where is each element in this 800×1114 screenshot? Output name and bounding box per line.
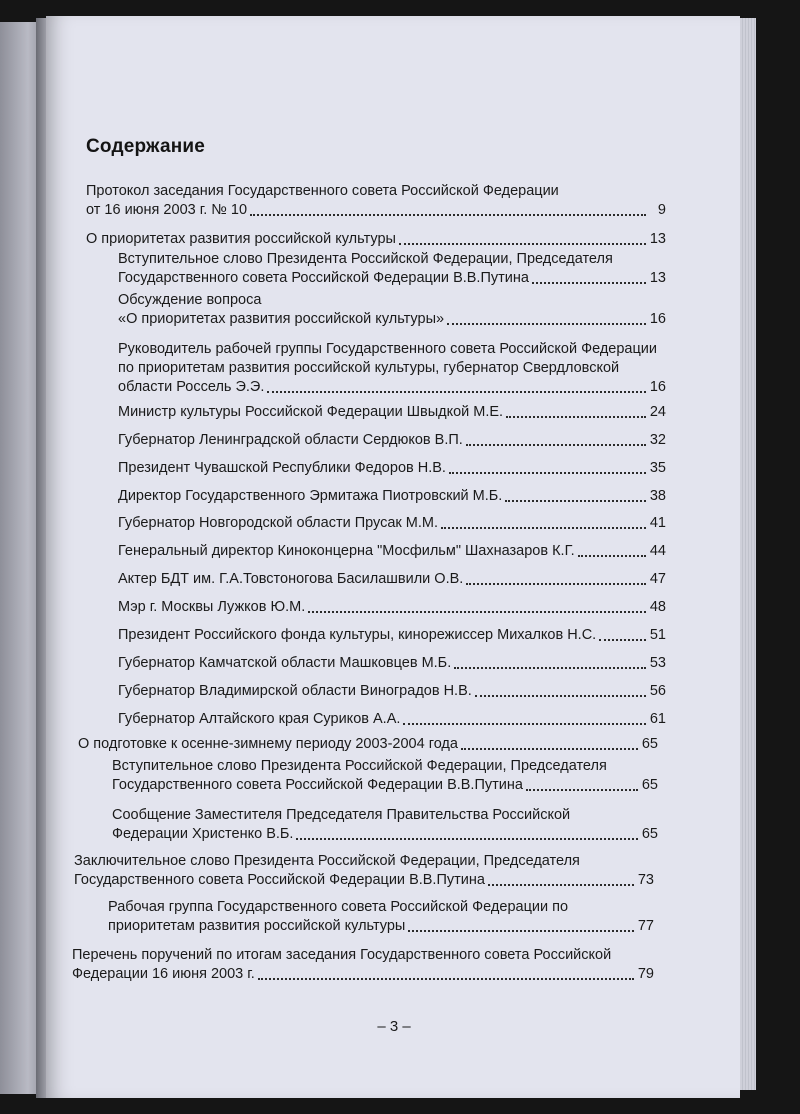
toc-entry: [78, 735, 658, 754]
entry-text: Государственного совета Российской Федерации В.В.Путина: [118, 270, 529, 286]
toc-entry: [118, 340, 666, 397]
entry-line1: Протокол заседания Государственного совета Российской Федерации: [86, 183, 559, 199]
entry-text: Мэр г. Москвы Лужков Ю.М.: [118, 599, 306, 615]
entry-line1: Рабочая группа Государственного совета Российской Федерации по: [108, 899, 569, 915]
entry-text: Федерации Христенко В.Б.: [112, 826, 294, 842]
entry-text: Государственного совета Российской Федерации В.В.Путина: [112, 777, 523, 793]
entry-text: Губернатор Камчатской области Машковцев М.Б.: [118, 655, 452, 671]
entry-line2: по приоритетам развития российской культуры, губернатор Свердловской: [118, 360, 620, 376]
toc-entry: [118, 487, 666, 506]
entry-text: Президент Российского фонда культуры, кинорежиссер Михалков Н.С.: [118, 627, 597, 643]
entry-text: от 16 июня 2003 г. № 10: [86, 202, 248, 218]
entry-page: 13: [649, 270, 666, 286]
entry-text: Губернатор Новгородской области Прусак М.М.: [118, 515, 439, 531]
toc-entry: [118, 291, 666, 329]
entry-text: Президент Чувашской Республики Федоров Н.В.: [118, 460, 446, 476]
entry-page: 38: [649, 488, 666, 504]
entry-text: Генеральный директор Киноконцерна "Мосфильм" Шахназаров К.Г.: [118, 543, 575, 559]
entry-page: 61: [649, 711, 666, 727]
toc-entry: [118, 710, 666, 729]
entry-page: 9: [657, 202, 666, 218]
entry-page: 47: [649, 571, 666, 587]
entry-line1: Вступительное слово Президента Российской Федерации, Председателя: [112, 758, 607, 774]
entry-page: 44: [649, 543, 666, 559]
entry-page: 24: [649, 404, 666, 420]
entry-text: Актер БДТ им. Г.А.Товстоногова Басилашвили О.В.: [118, 571, 464, 587]
entry-line1: Руководитель рабочей группы Государственного совета Российской Федерации: [118, 341, 657, 357]
toc-entry: [118, 654, 666, 673]
toc-entry: [118, 459, 666, 478]
toc-entry: [108, 898, 654, 936]
toc-entry: [86, 230, 666, 249]
toc-entry: [86, 182, 666, 220]
entry-page: 16: [649, 379, 666, 395]
toc-entry: [118, 542, 666, 561]
entry-page: 65: [641, 826, 658, 842]
entry-page: 16: [649, 311, 666, 327]
toc-entry: [112, 757, 658, 795]
entry-page: 77: [637, 918, 654, 934]
toc-entry: [118, 403, 666, 422]
toc-entry: [112, 806, 658, 844]
entry-text: Губернатор Ленинградской области Сердюков В.П.: [118, 432, 463, 448]
toc-entry: [118, 250, 666, 288]
entry-page: 35: [649, 460, 666, 476]
entry-page: 51: [649, 627, 666, 643]
entry-page: 32: [649, 432, 666, 448]
entry-line1: Вступительное слово Президента Российской Федерации, Председателя: [118, 251, 613, 267]
entry-page: 79: [637, 966, 654, 982]
toc-entry: [72, 946, 654, 984]
entry-page: 65: [641, 736, 658, 752]
entry-line1: Сообщение Заместителя Председателя Правительства Российской: [112, 807, 571, 823]
entry-text: области Россель Э.Э.: [118, 379, 265, 395]
entry-line1: Обсуждение вопроса: [118, 292, 262, 308]
entry-text: «О приоритетах развития российской культуры»: [118, 311, 445, 327]
toc-entry: [118, 682, 666, 701]
page-number: – 3 –: [377, 1018, 411, 1035]
entry-text: Губернатор Алтайского края Суриков А.А.: [118, 711, 401, 727]
toc-entry: [118, 626, 666, 645]
entry-line1: Перечень поручений по итогам заседания Государственного совета Российской: [72, 947, 612, 963]
entry-line1: Заключительное слово Президента Российской Федерации, Председателя: [74, 853, 580, 869]
entry-text: Директор Государственного Эрмитажа Пиотровский М.Б.: [118, 488, 503, 504]
entry-page: 48: [649, 599, 666, 615]
toc-title: Содержание: [86, 136, 206, 157]
entry-page: 65: [641, 777, 658, 793]
toc-entry: [118, 598, 666, 617]
entry-page: 53: [649, 655, 666, 671]
entry-text: Министр культуры Российской Федерации Швыдкой М.Е.: [118, 404, 504, 420]
toc-entry: [118, 514, 666, 533]
entry-page: 41: [649, 515, 666, 531]
toc-entry: [118, 570, 666, 589]
entry-text: Государственного совета Российской Федерации В.В.Путина: [74, 872, 485, 888]
entry-text: приоритетам развития российской культуры: [108, 918, 406, 934]
entry-page: 13: [649, 231, 666, 247]
entry-text: Губернатор Владимирской области Виноградов Н.В.: [118, 683, 472, 699]
entry-page: 56: [649, 683, 666, 699]
entry-text: О подготовке к осенне-зимнему периоду 2003-2004 года: [78, 736, 458, 752]
entry-text: О приоритетах развития российской культуры: [86, 231, 396, 247]
entry-text: Федерации 16 июня 2003 г.: [72, 966, 255, 982]
toc-entry: [74, 852, 654, 890]
toc-entry: [118, 431, 666, 450]
entry-page: 73: [637, 872, 654, 888]
